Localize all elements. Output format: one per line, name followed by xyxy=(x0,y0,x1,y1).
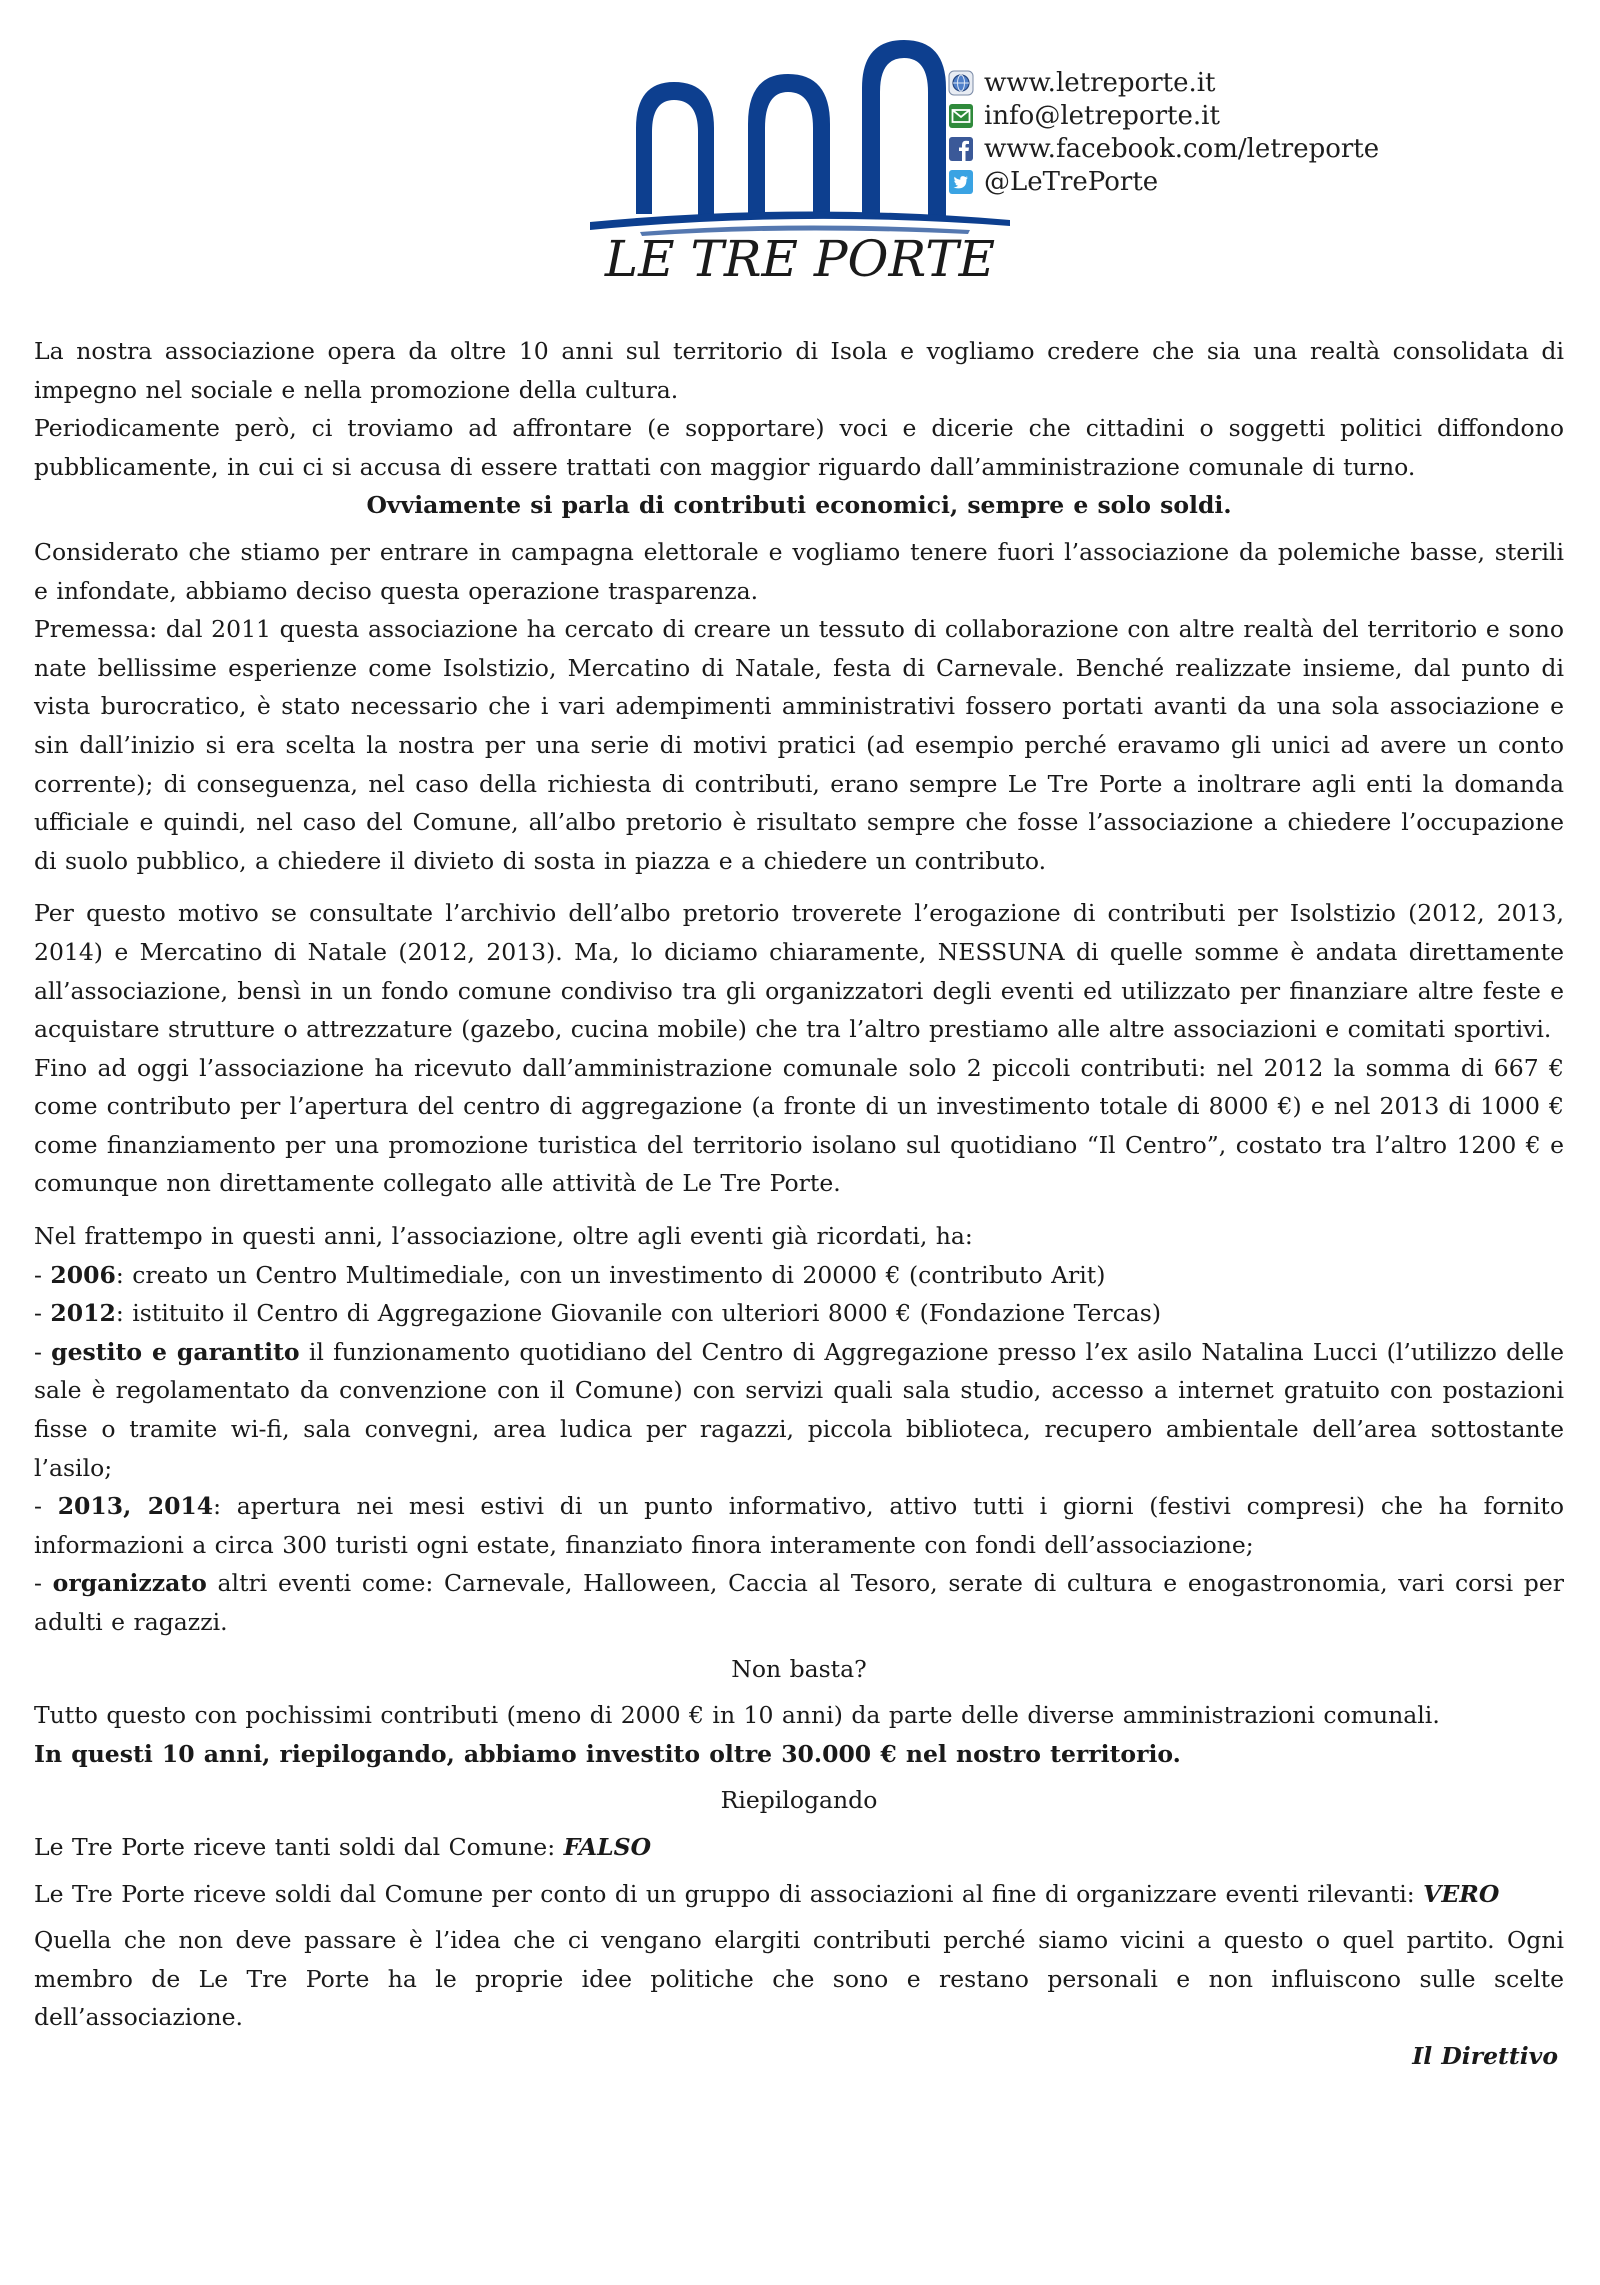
mail-icon xyxy=(948,103,974,129)
contact-list xyxy=(948,66,1379,198)
contact-facebook[interactable] xyxy=(948,132,1379,165)
website-link[interactable]: www.letreporte.it xyxy=(984,67,1216,98)
letter-body xyxy=(34,332,1564,2076)
statement-vero: Le Tre Porte riceve soldi dal Comune per conto di un gruppo di associazioni al fine di organizzare eventi rilevanti: VERO xyxy=(34,1879,1500,1908)
contact-twitter[interactable] xyxy=(948,165,1379,198)
riepilogando-heading: Riepilogando xyxy=(720,1786,878,1815)
logo-wordmark: LE TRE PORTE xyxy=(604,230,996,286)
statement-falso: Le Tre Porte riceve tanti soldi dal Comune: FALSO xyxy=(34,1832,652,1861)
paragraph-rumors: Periodicamente però, ci troviamo ad affrontare (e sopportare) voci e dicerie che cittadini o soggetti politici diffondono pubblicamente, in cui ci si accusa di essere trattati con maggior riguardo dall’amministrazione comunale di turno. xyxy=(34,414,1564,481)
list-item-gestito: - gestito e garantito il funzionamento quotidiano del Centro di Aggregazione presso l’ex asilo Natalina Lucci (l’utilizzo delle sale è regolamentato da convenzione con il Comune) con servizi quali sala studio, accesso a internet gratuito con postazioni fisse o tramite wi-fi, sala convegni, area ludica per ragazzi, piccola biblioteca, recupero ambientale dell’area sottostante l’asilo; xyxy=(34,1337,1564,1482)
email-link[interactable]: info@letreporte.it xyxy=(984,100,1220,131)
twitter-icon xyxy=(948,169,974,195)
signature: Il Direttivo xyxy=(1412,2041,1558,2070)
list-item-2013-2014: - 2013, 2014: apertura nei mesi estivi di un punto informativo, attivo tutti i giorni (festivi compresi) che ha fornito informazioni a circa 300 turisti ogni estate, finanziato finora interamente con fondi dell’associazione; xyxy=(34,1492,1564,1559)
paragraph-closing: Quella che non deve passare è l’idea che ci vengano elargiti contributi perché siamo vicini a questo o quel partito. Ogni membro de Le Tre Porte ha le proprie idee politiche che sono e restano personali e non influiscono sulle scelte dell’associazione. xyxy=(34,1926,1564,2032)
non-basta-heading: Non basta? xyxy=(731,1654,867,1683)
paragraph-albo-pretorio: Per questo motivo se consultate l’archivio dell’albo pretorio troverete l’erogazione di contributi per Isolstizio (2012, 2013, 2014) e Mercatino di Natale (2012, 2013). Ma, lo diciamo chiaramente, NESSUNA di quelle somme è andata direttamente all’associazione, bensì in un fondo comune condiviso tra gli organizzatori degli eventi ed utilizzato per finanziare altre feste e acquistare strutture o attrezzature (gazebo, cucina mobile) che tra l’altro prestiamo alle altre associazioni e comitati sportivi. xyxy=(34,899,1564,1044)
paragraph-few-contributions: Tutto questo con pochissimi contributi (meno di 2000 € in 10 anni) da parte delle diverse amministrazioni comunali. xyxy=(34,1701,1440,1730)
twitter-handle[interactable]: @LeTrePorte xyxy=(984,166,1159,197)
list-item-organizzato: - organizzato altri eventi come: Carnevale, Halloween, Caccia al Tesoro, serate di cultura e enogastronomia, vari corsi per adulti e ragazzi. xyxy=(34,1569,1564,1636)
paragraph-investment: In questi 10 anni, riepilogando, abbiamo investito oltre 30.000 € nel nostro territorio. xyxy=(34,1739,1181,1768)
globe-icon xyxy=(948,70,974,96)
paragraph-election: Considerato che stiamo per entrare in campagna elettorale e vogliamo tenere fuori l’associazione da polemiche basse, sterili e infondate, abbiamo deciso questa operazione trasparenza. xyxy=(34,537,1564,605)
paragraph-activities-intro: Nel frattempo in questi anni, l’associazione, oltre agli eventi già ricordati, ha: xyxy=(34,1222,973,1251)
contact-website[interactable] xyxy=(948,66,1379,99)
facebook-icon xyxy=(948,136,974,162)
paragraph-contributions: Fino ad oggi l’associazione ha ricevuto dall’amministrazione comunale solo 2 piccoli contributi: nel 2012 la somma di 667 € come contributo per l’apertura del centro di aggregazione (a fronte di un investimento totale di 8000 €) e nel 2013 di 1000 € come finanziamento per una promozione turistica del territorio isolano sul quotidiano “Il Centro”, costato tra l’altro 1200 € e comunque non direttamente collegato alle attività de Le Tre Porte. xyxy=(34,1053,1564,1198)
paragraph-premise: Premessa: dal 2011 questa associazione ha cercato di creare un tessuto di collaborazione con altre realtà del territorio e sono nate bellissime esperienze come Isolstizio, Mercatino di Natale, festa di Carnevale. Benché realizzate insieme, dal punto di vista burocratico, è stato necessario che i vari adempimenti amministrativi fossero portati avanti da una sola associazione e sin dall’inizio si era scelta la nostra per una serie di motivi pratici (ad esempio perché eravamo gli unici ad avere un conto corrente); di conseguenza, nel caso della richiesta di contributi, erano sempre Le Tre Porte a inoltrare agli enti la domanda ufficiale e quindi, nel caso del Comune, all’albo pretorio è risultato sempre che fosse l’associazione a chiedere l’occupazione di suolo pubblico, a chiedere il divieto di sosta in piazza e a chiedere un contributo. xyxy=(34,615,1564,875)
page-header xyxy=(0,0,1600,300)
list-item-2012: - 2012: istituito il Centro di Aggregazione Giovanile con ulteriori 8000 € (Fondazione Tercas) xyxy=(34,1299,1162,1328)
highlight-statement: Ovviamente si parla di contributi economici, sempre e solo soldi. xyxy=(366,491,1232,520)
paragraph-intro: La nostra associazione opera da oltre 10 anni sul territorio di Isola e vogliamo credere che sia una realtà consolidata di impegno nel sociale e nella promozione della cultura. xyxy=(34,337,1564,404)
contact-email[interactable] xyxy=(948,99,1379,132)
facebook-link[interactable]: www.facebook.com/letreporte xyxy=(984,133,1380,164)
list-item-2006: - 2006: creato un Centro Multimediale, con un investimento di 20000 € (contributo Arit) xyxy=(34,1260,1106,1289)
